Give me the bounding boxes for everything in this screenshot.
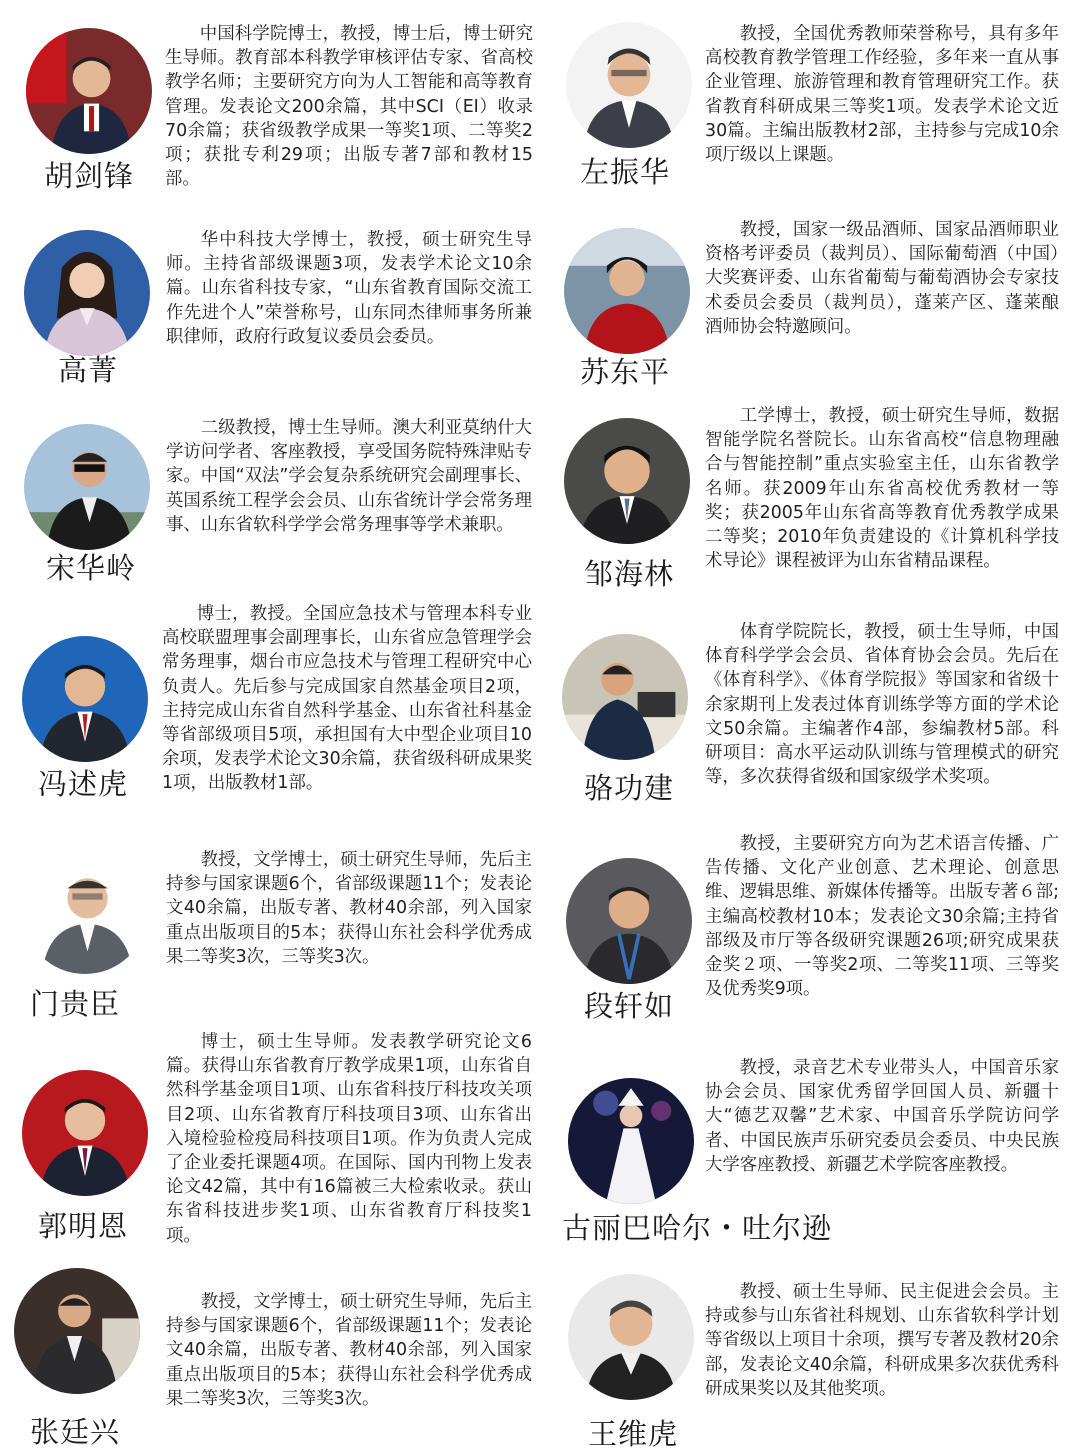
portrait-photo: [22, 848, 148, 974]
person-bio: 教授，文学博士，硕士研究生导师，先后主持参与国家课题6个，省部级课题11个；发表论文40余篇，出版专著、教材40余部，列入国家重点出版项目的5本；获得山东社会科学优秀成果二等奖3次，三等奖3次。: [166, 1292, 532, 1409]
person-bio: 二级教授，博士生导师。澳大利亚莫纳什大学访问学者、客座教授，享受国务院特殊津贴专家。中国“双法”学会复杂系统研究会副理事长、英国系统工程学会会员、山东省统计学会常务理事、山东省软科学学会常务理事等学术兼职。: [166, 418, 532, 535]
portrait-photo: [26, 28, 152, 154]
person-bio: 教授，国家一级品酒师、国家品酒师职业资格考评委员（裁判员）、国际葡萄酒（中国）大奖赛评委、山东省葡萄与葡萄酒协会专家技术委员会委员（裁判员），蓬莱产区、蓬莱酿酒师协会特邀顾问。: [705, 220, 1059, 337]
portrait-photo: [568, 1078, 694, 1204]
person-bio: 工学博士，教授，硕士研究生导师，数据智能学院名誉院长。山东省高校“信息物理融合与智能控制”重点实验室主任，山东省教学名师。获2009年山东省高校优秀教材一等奖；获2005年山东省高等教育优秀教学成果二等奖；2010年负责建设的《计算机科学技术导论》课程被评为山东省精品课程。: [705, 406, 1059, 572]
portrait-photo: [24, 424, 150, 550]
person-name: 门贵臣: [30, 987, 121, 1021]
person-name: 邹海林: [584, 557, 675, 591]
portrait-photo: [564, 228, 690, 354]
portrait-photo: [22, 1070, 148, 1196]
portrait-photo: [566, 22, 692, 148]
person-name: 苏东平: [580, 355, 671, 389]
portrait-photo: [568, 1274, 694, 1400]
person-name: 宋华岭: [46, 551, 137, 585]
person-name: 胡剑锋: [44, 159, 135, 193]
person-name: 郭明恩: [38, 1209, 129, 1243]
person-bio: 教授、硕士生导师、民主促进会会员。主持或参与山东省社科规划、山东省软科学计划等省级以上项目十余项，撰写专著及教材20余部，发表论文40余篇，科研成果多次获优秀科研成果奖以及其他奖项。: [705, 1282, 1059, 1399]
person-name: 古丽巴哈尔・吐尔逊: [562, 1211, 833, 1245]
person-bio: 博士，硕士生导师。发表教学研究论文6篇。获得山东省教育厅教学成果1项，山东省自然科学基金项目1项、山东省科技厅科技攻关项目2项、山东省教育厅科技项目3项、山东省出入境检验检疫局科技项目1项。作为负责人完成了企业委托课题4项。在国际、国内刊物上发表论文42篇，其中有16篇被三大检索收录。获山东省科技进步奖1项、山东省教育厅科技奖1项。: [166, 1032, 532, 1246]
person-name: 张廷兴: [30, 1415, 121, 1449]
portrait-photo: [22, 636, 148, 762]
person-bio: 教授，录音艺术专业带头人，中国音乐家协会会员、国家优秀留学回国人员、新疆十大“德艺双馨”艺术家、中国音乐学院访问学者、中国民族声乐研究委员会委员、中央民族大学客座教授、新疆艺术学院客座教授。: [705, 1058, 1059, 1175]
person-name: 左振华: [580, 155, 671, 189]
person-name: 高菁: [58, 353, 119, 387]
person-bio: 教授，主要研究方向为艺术语言传播、广告传播、文化产业创意、艺术理论、创意思维、逻辑思维、新媒体传播等。出版专著６部;主编高校教材10本；发表论文30余篇;主持省部级及市厅等各级研究课题26项;研究成果获金奖２项、一等奖2项、二等奖11项、三等奖及优秀奖9项。: [705, 834, 1059, 1000]
portrait-photo: [566, 858, 692, 984]
portrait-photo: [24, 230, 150, 356]
person-name: 王维虎: [588, 1417, 679, 1451]
person-bio: 体育学院院长，教授，硕士生导师，中国体育科学学会会员、省体育协会会员。先后在《体育科学》、《体育学院报》等国家和省级十余家期刊上发表过体育训练学等方面的学术论文50余篇。主编著作4部，参编教材5部。科研项目：高水平运动队训练与管理模式的研究等，多次获得省级和国家级学术奖项。: [705, 622, 1059, 788]
person-name: 冯述虎: [38, 767, 129, 801]
person-bio: 华中科技大学博士，教授，硕士研究生导师。主持省部级课题3项，发表学术论文10余篇。山东省科技专家，“山东省教育国际交流工作先进个人”荣誉称号，山东同杰律师事务所兼职律师，政府行政复议委员会委员。: [166, 230, 532, 347]
person-bio: 教授，全国优秀教师荣誉称号，具有多年高校教育教学管理工作经验，多年来一直从事企业管理、旅游管理和教育管理研究工作。获省教育科研成果三等奖1项。发表学术论文近30篇。主编出版教材2部，主持参与完成10余项厅级以上课题。: [705, 24, 1059, 166]
portrait-photo: [564, 418, 690, 544]
person-bio: 博士，教授。全国应急技术与管理本科专业高校联盟理事会副理事长，山东省应急管理学会常务理事，烟台市应急技术与管理工程研究中心负责人。先后参与完成国家自然基金项目2项，主持完成山东省自然科学基金、山东省社科基金等省部级项目5项，承担国有大中型企业项目10余项，发表学术论文30余篇，获省级科研成果奖1项，出版教材1部。: [162, 604, 532, 794]
portrait-photo: [562, 634, 688, 760]
person-bio: 教授，文学博士，硕士研究生导师，先后主持参与国家课题6个，省部级课题11个；发表论文40余篇，出版专著、教材40余部，列入国家重点出版项目的5本；获得山东社会科学优秀成果二等奖3次，三等奖3次。: [166, 850, 532, 967]
person-bio: 中国科学院博士，教授，博士后，博士研究生导师。教育部本科教学审核评估专家、省高校教学名师；主要研究方向为人工智能和高等教育管理。发表论文200余篇，其中SCI（EI）收录70余篇；获省级教学成果一等奖1项、二等奖2项；获批专利29项；出版专著7部和教材15部。: [165, 24, 533, 190]
portrait-photo: [14, 1268, 140, 1394]
person-name: 骆功建: [584, 771, 675, 805]
person-name: 段轩如: [584, 989, 675, 1023]
